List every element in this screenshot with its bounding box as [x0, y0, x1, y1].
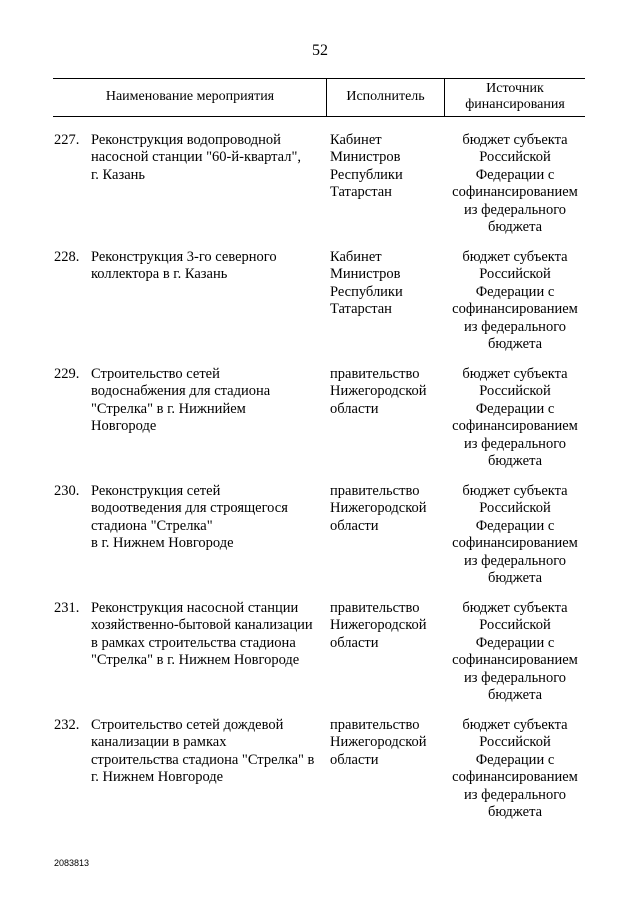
- executor-line: области: [330, 400, 379, 417]
- funding-source-cell: [447, 600, 583, 704]
- measure-name-line: г. Нижнем Новгороде: [91, 769, 224, 786]
- funding-source-line: Федерации с: [475, 283, 555, 300]
- table-row: [0, 717, 640, 834]
- executor-line: Татарстан: [330, 301, 392, 318]
- executor-line: Татарстан: [330, 184, 392, 201]
- funding-source-line: Российской: [479, 149, 551, 166]
- funding-source-line: бюджет субъекта: [462, 132, 568, 148]
- measure-name-line: в рамках строительства стадиона: [91, 634, 296, 651]
- funding-source-line: Российской: [479, 617, 551, 634]
- funding-source-line: Федерации с: [475, 517, 555, 534]
- measure-name-line: г. Казань: [91, 166, 146, 183]
- funding-source-line: Федерации с: [475, 400, 555, 417]
- executor-cell: [330, 600, 442, 652]
- funding-source-line: из федерального: [463, 435, 567, 452]
- executor-line: Министров: [330, 149, 401, 166]
- funding-source-line: из федерального: [463, 318, 567, 335]
- measure-name-cell: [91, 132, 327, 184]
- measure-name-line: "Стрелка" в г. Нижнем Новгороде: [91, 652, 300, 669]
- measure-name-line: канализации в рамках: [91, 734, 227, 751]
- row-number: 230.: [54, 483, 80, 499]
- table-header-bottom-rule: [53, 116, 585, 117]
- executor-line: области: [330, 751, 379, 768]
- measure-name-cell: [91, 366, 327, 436]
- measure-name-line: строительства стадиона "Стрелка" в: [91, 751, 315, 768]
- funding-source-cell: [447, 483, 583, 587]
- measure-name-cell: [91, 717, 327, 787]
- executor-line: правительство: [330, 366, 420, 382]
- measure-name-line: "Стрелка" в г. Нижнийем: [91, 400, 246, 417]
- funding-source-line: из федерального: [463, 786, 567, 803]
- measure-name-cell: [91, 249, 327, 284]
- measure-name-cell: [91, 600, 327, 670]
- row-number: 229.: [54, 366, 80, 382]
- executor-line: Республики: [330, 283, 403, 300]
- executor-line: правительство: [330, 600, 420, 616]
- table-row: [0, 483, 640, 600]
- executor-cell: [330, 249, 442, 319]
- column-header-name: Наименование мероприятия: [105, 89, 275, 104]
- funding-source-line: софинансированием: [452, 535, 578, 552]
- row-number: 231.: [54, 600, 80, 616]
- funding-source-line: бюджета: [487, 336, 543, 353]
- funding-source-line: Российской: [479, 383, 551, 400]
- funding-source-line: бюджет субъекта: [462, 600, 568, 616]
- measure-name-line: Реконструкция 3-го северного: [91, 249, 277, 265]
- executor-line: Нижегородской: [330, 734, 427, 751]
- funding-source-cell: [447, 717, 583, 821]
- measure-name-line: в г. Нижнем Новгороде: [91, 535, 234, 552]
- measure-name-line: насосной станции "60-й-квартал",: [91, 149, 302, 166]
- funding-source-line: бюджета: [487, 570, 543, 587]
- funding-source-line: бюджет субъекта: [462, 483, 568, 499]
- measure-name-line: коллектора в г. Казань: [91, 266, 228, 283]
- measure-name-line: Реконструкция сетей: [91, 483, 221, 499]
- executor-cell: [330, 366, 442, 418]
- table-body: [0, 132, 640, 834]
- funding-source-cell: [447, 132, 583, 236]
- executor-line: области: [330, 517, 379, 534]
- funding-source-line: бюджета: [487, 219, 543, 236]
- funding-source-line: софинансированием: [452, 652, 578, 669]
- executor-line: Кабинет: [330, 249, 382, 265]
- funding-source-line: бюджет субъекта: [462, 717, 568, 733]
- funding-source-line: софинансированием: [452, 418, 578, 435]
- funding-source-line: Федерации с: [475, 166, 555, 183]
- row-number: 232.: [54, 717, 80, 733]
- funding-source-line: бюджета: [487, 804, 543, 821]
- funding-source-cell: [447, 366, 583, 470]
- executor-line: правительство: [330, 717, 420, 733]
- funding-source-line: из федерального: [463, 669, 567, 686]
- executor-line: Нижегородской: [330, 617, 427, 634]
- executor-line: правительство: [330, 483, 420, 499]
- table-header-top-rule: [53, 78, 585, 79]
- measure-name-line: водоотведения для строящегося: [91, 500, 288, 517]
- executor-line: Министров: [330, 266, 401, 283]
- funding-source-line: софинансированием: [452, 769, 578, 786]
- funding-source-line: бюджет субъекта: [462, 366, 568, 382]
- executor-cell: [330, 483, 442, 535]
- document-id: 2083813: [54, 858, 90, 868]
- column-header-executor: Исполнитель: [346, 89, 425, 104]
- measure-name-line: хозяйственно-бытовой канализации: [91, 617, 313, 634]
- executor-cell: [330, 132, 442, 202]
- page-number: 52: [312, 42, 328, 59]
- funding-source-line: Российской: [479, 266, 551, 283]
- table-row: [0, 132, 640, 249]
- measure-name-line: водоснабжения для стадиона: [91, 383, 271, 400]
- funding-source-line: софинансированием: [452, 184, 578, 201]
- measure-name-line: Реконструкция водопроводной: [91, 132, 281, 148]
- funding-source-line: Федерации с: [475, 634, 555, 651]
- measure-name-line: Реконструкция насосной станции: [91, 600, 299, 616]
- executor-line: Нижегородской: [330, 500, 427, 517]
- funding-source-line: Российской: [479, 734, 551, 751]
- row-number: 227.: [54, 132, 80, 148]
- measure-name-line: Новгороде: [91, 418, 157, 435]
- executor-line: Нижегородской: [330, 383, 427, 400]
- column-header-funding-line1: Источник: [486, 81, 544, 96]
- column-header-funding: [445, 81, 585, 113]
- funding-source-line: бюджета: [487, 687, 543, 704]
- funding-source-line: Российской: [479, 500, 551, 517]
- funding-source-cell: [447, 249, 583, 353]
- row-number: 228.: [54, 249, 80, 265]
- executor-line: Республики: [330, 166, 403, 183]
- table-row: [0, 600, 640, 717]
- funding-source-line: из федерального: [463, 552, 567, 569]
- column-header-funding-line2: финансирования: [465, 97, 565, 112]
- executor-cell: [330, 717, 442, 769]
- funding-source-line: софинансированием: [452, 301, 578, 318]
- measure-name-line: Строительство сетей дождевой: [91, 717, 284, 733]
- table-row: [0, 249, 640, 366]
- measure-name-line: стадиона "Стрелка": [91, 517, 213, 534]
- measure-name-line: Строительство сетей: [91, 366, 220, 382]
- measure-name-cell: [91, 483, 327, 553]
- executor-line: Кабинет: [330, 132, 382, 148]
- table-row: [0, 366, 640, 483]
- executor-line: области: [330, 634, 379, 651]
- funding-source-line: бюджета: [487, 453, 543, 470]
- funding-source-line: бюджет субъекта: [462, 249, 568, 265]
- funding-source-line: из федерального: [463, 201, 567, 218]
- funding-source-line: Федерации с: [475, 751, 555, 768]
